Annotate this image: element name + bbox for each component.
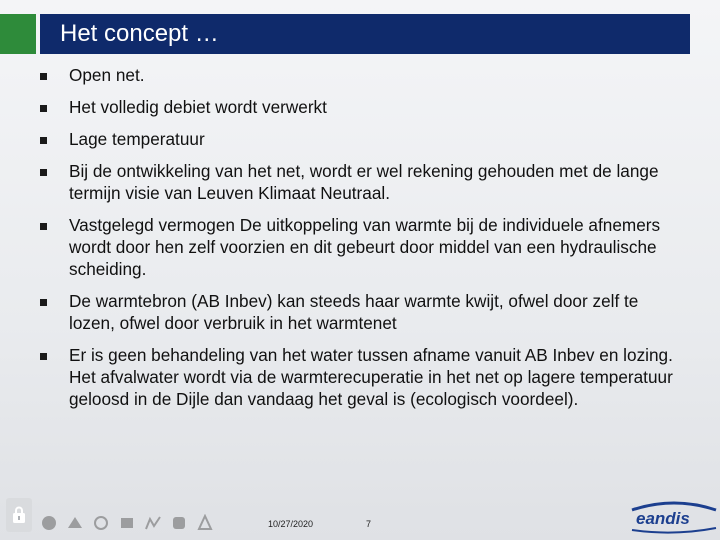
bullet-marker: [40, 105, 47, 112]
bullet-marker: [40, 73, 47, 80]
certification-logo-icon: [196, 514, 214, 532]
eandis-logo: [630, 500, 718, 534]
bullet-marker: [40, 299, 47, 306]
certification-logo-icon: [118, 514, 136, 532]
certification-logo-icon: [92, 514, 110, 532]
accent-bar: [0, 14, 36, 54]
bullet-marker: [40, 137, 47, 144]
svg-text:eandis: eandis: [636, 509, 690, 528]
certification-logo-icon: [170, 514, 188, 532]
list-item: Bij de ontwikkeling van het net, wordt er wel rekening gehouden met de lange termijn visie van Leuven Klimaat Neutraal.: [40, 160, 680, 204]
certification-logo-icon: [144, 514, 162, 532]
list-item: Er is geen behandeling van het water tussen afname vanuit AB Inbev en lozing. Het afvalwater wordt via de warmterecuperatie in het net op lagere temperatuur geloosd in de Dijle dan vandaag het geval is (ecologisch voordeel).: [40, 344, 680, 410]
slide-title: Het concept …: [60, 20, 219, 47]
bullet-marker: [40, 169, 47, 176]
list-item: Lage temperatuur: [40, 128, 680, 150]
certification-logo-icon: [66, 514, 84, 532]
slide-title-bar: [40, 14, 690, 54]
bullet-marker: [40, 223, 47, 230]
page-number: 7: [366, 519, 372, 529]
lock-icon: [6, 498, 32, 532]
list-item: Het volledig debiet wordt verwerkt: [40, 96, 680, 118]
list-item: De warmtebron (AB Inbev) kan steeds haar warmte kwijt, ofwel door zelf te lozen, ofwel door verbruik in het warmtenet: [40, 290, 680, 334]
bullet-list: [40, 64, 680, 420]
bullet-marker: [40, 353, 47, 360]
list-item: Vastgelegd vermogen De uitkoppeling van warmte bij de individuele afnemers wordt door hen zelf voorzien en dit gebeurt door middel van een hydraulische scheiding.: [40, 214, 680, 280]
certification-logo-icon: [40, 514, 58, 532]
list-item: Open net.: [40, 64, 680, 86]
footer-date: 10/27/2020: [268, 519, 314, 529]
footer-logos: [6, 496, 214, 532]
